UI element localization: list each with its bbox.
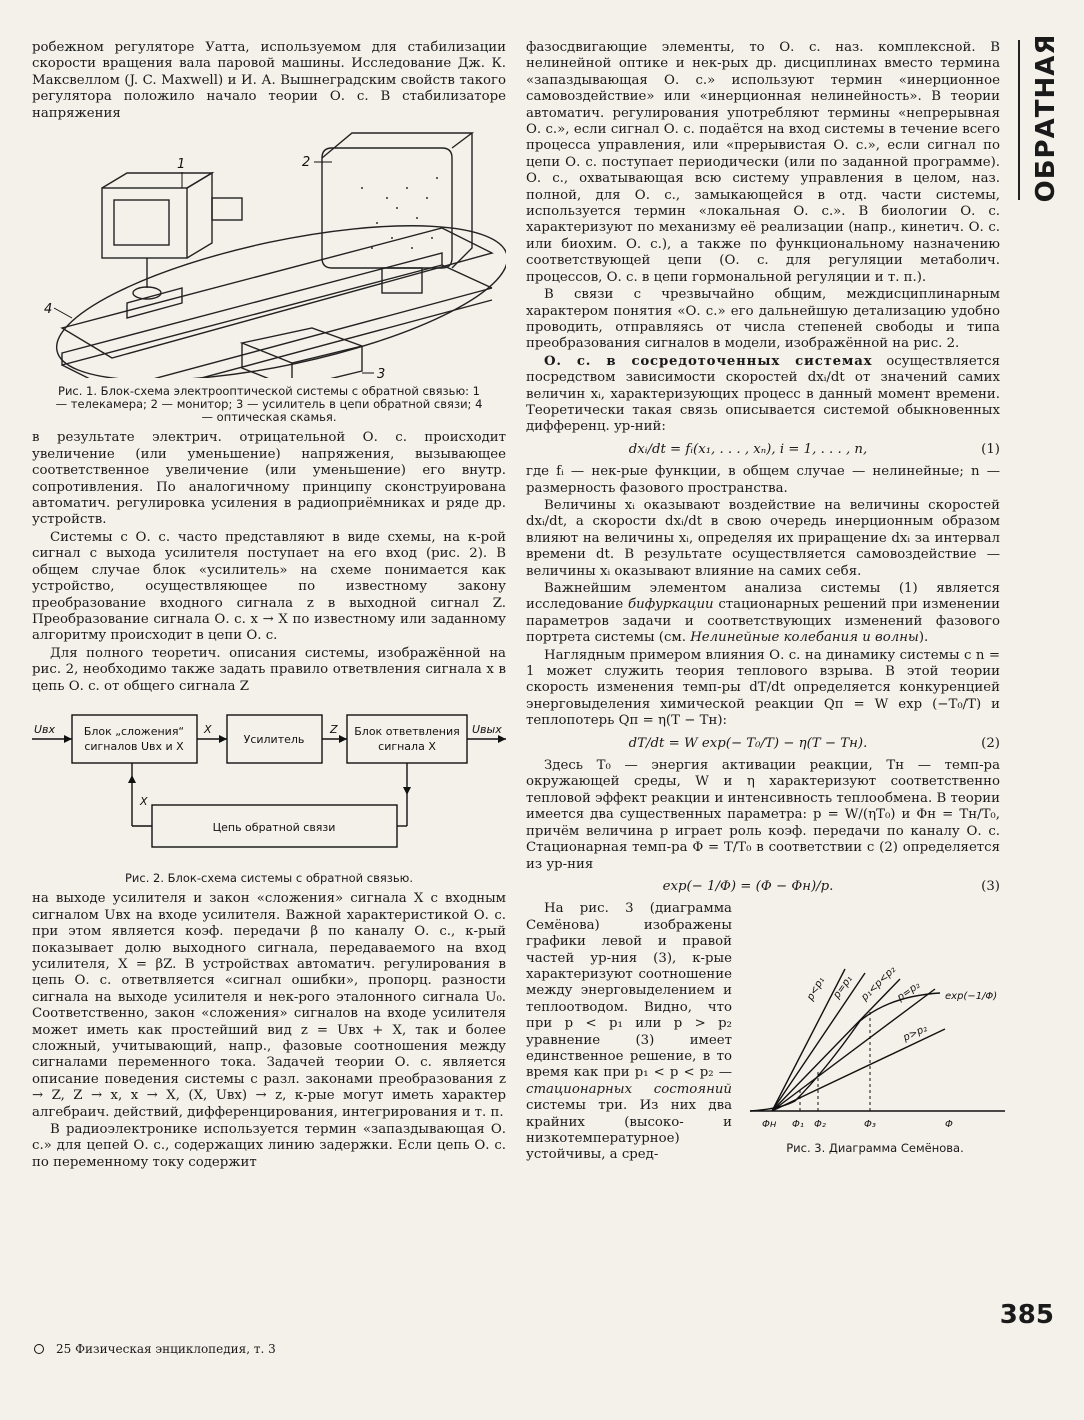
equation-2-number: (2) bbox=[981, 735, 1000, 751]
block-amplifier-label: Усилитель bbox=[243, 732, 305, 746]
paragraph: робежном регуляторе Уатта, используемом для стабилизации скорости вращения вала паровой машины. Исследование Дж. К. Максвеллом (J. C. Maxwell) и И. А. Вышнеградским свойств такого регулятора положило начало теории О. с. В стабилизаторе напряжения bbox=[32, 40, 506, 121]
equation-3 bbox=[526, 879, 1000, 895]
paragraph: В связи с чрезвычайно общим, междисциплинарным характером понятия «О. с.» его дальнейшую детализацию удобно проводить, отправляясь от числа степеней свободы и типа преобразования сигналов в модели, изображённой на рис. 2. bbox=[526, 287, 1000, 352]
page-number: 385 bbox=[999, 1300, 1054, 1330]
paragraph: в результате электрич. отрицательной О. с. происходит увеличение (или уменьшение) напряжения, вызывающее соответственное увеличение (или уменьшение) его внутр. сопротивления. По аналогичному принципу сконструирована автоматич. регулировка усиления в радиоприёмниках и ряде др. устройств. bbox=[32, 430, 506, 528]
curve-label: exp(−1/Φ) bbox=[945, 991, 998, 1003]
line-p-eq-p2 bbox=[772, 989, 935, 1111]
line-label: p=p₁ bbox=[831, 974, 855, 1002]
figure-2 bbox=[32, 705, 506, 885]
paragraph bbox=[526, 354, 1000, 436]
equation-2-body: dT/dt = W exp(− T₀/T) − η(T − Tн). bbox=[628, 735, 868, 751]
signal-x-forward: X bbox=[204, 722, 212, 736]
cross-reference: Нелинейные колебания и волны bbox=[690, 630, 919, 646]
paragraph: В радиоэлектронике используется термин «запаздывающая О. с.» для цепей О. с., содержащих линию задержки. Если цепь О. с. по переменному току содержит bbox=[32, 1122, 506, 1170]
running-header bbox=[1026, 33, 1066, 203]
block-sum bbox=[72, 715, 197, 763]
paragraph: фазосдвигающие элементы, то О. с. наз. комплексной. В нелинейной оптике и нек-рых др. дисциплинах вместо термина «запаздывающая О. с.» используют термин «инерционное самовоздействие» или «инерционная нелинейность». В теории автоматич. регулирования употребляют термины «непрерывная О. с.», если сигнал О. с. подаётся на вход системы в течение всего процесса управления, или «прерывистая О. с.», если сигнал по цепи О. с. поступает периодически (или по заданной программе). О. с., охватывающая всю систему управления в целом, наз. полной, для О. с., замыкающейся в отд. части системы, используется термин «локальная О. с.». В биологии О. с. характеризуют по механизму её реализации (напр., кинетич. О. с. или биохим. О. с.), а также по функциональному назначению соответствующей цепи (О. с. для регуляции метаболич. процессов, О. с. в цепи гормональной регуляции и т. п.). bbox=[526, 40, 1000, 285]
paragraph-text: осуществляется посредством зависимости скоростей dxᵢ/dt от значений самих величин xᵢ, характеризующих процесс в данный момент времени. Теоретически такая связь описывается системой обыкновенных дифференц. ур-ний: bbox=[526, 353, 1000, 435]
figure-1-label-3: 3 bbox=[377, 367, 386, 379]
block-branch-label-2: сигнала X bbox=[378, 739, 436, 753]
paragraph bbox=[526, 581, 1000, 647]
paragraph-text: системы три. Из них два крайних (высоко- и низкотемпературное) устойчивы, а сред- bbox=[526, 1098, 732, 1163]
term-stationary-states: стационарных состояний bbox=[526, 1081, 732, 1097]
block-branch-label-1: Блок ответвления bbox=[354, 724, 460, 738]
header-rule bbox=[1018, 40, 1020, 200]
figure-2-drawing bbox=[32, 705, 506, 865]
paragraph-text: ). bbox=[918, 630, 929, 646]
line-label: p>p₂ bbox=[901, 1023, 930, 1045]
running-header-text: ОБРАТНАЯ bbox=[1031, 33, 1061, 203]
paragraph-text: Важнейшим элементом анализа системы (1) является исследование bbox=[526, 581, 1000, 613]
page-footer bbox=[34, 1342, 276, 1356]
footer-text: 25 Физическая энциклопедия, т. 3 bbox=[56, 1342, 276, 1356]
equation-1-body: dxᵢ/dt = fᵢ(x₁, . . . , xₙ), i = 1, . . . , n, bbox=[628, 441, 868, 457]
paragraph-text: На рис. 3 (диаграмма Семёнова) изображены графики левой и правой частей ур-ния (3), к-рые характеризуют соотношение между энерговыделением и теплоотводом. Видно, что при p < p₁ или p > p₂ уравнение (3) имеет единственное решение, в то время как при p₁ < p < p₂ — bbox=[526, 901, 732, 1081]
block-sum-label-2: сигналов Uвх и X bbox=[84, 739, 184, 753]
figure-2-caption: Рис. 2. Блок-схема системы с обратной связью. bbox=[124, 871, 413, 886]
paragraph: Наглядным примером влияния О. с. на динамику системы с n = 1 может служить теория теплового взрыва. В этой теории скорость изменения темп-ры dT/dt определяется конкуренцией энерговыделения химической реакции Qп = W exp (−T₀/T) и теплопотерь Qп = η(T − Tн): bbox=[526, 647, 1000, 729]
figure-1-label-1: 1 bbox=[177, 157, 186, 173]
equation-3-body: exp(− 1/Φ) = (Φ − Φн)/p. bbox=[662, 878, 834, 894]
x-tick: Φ₃ bbox=[864, 1119, 876, 1131]
figure-1-label-2: 2 bbox=[302, 155, 311, 171]
paragraph: Системы с О. с. часто представляют в виде схемы, на к-рой сигнал с выхода усилителя поступает на его вход (рис. 2). В общем случае блок «усилитель» на схеме понимается как устройство, осуществляющее по известному закону преобразование входного сигнала z в выходной сигнал Z. Преобразование сигнала О. с. x → X по известному или заданному алгоритму происходит в цепи О. с. bbox=[32, 529, 506, 644]
paragraph: Для полного теоретич. описания системы, изображённой на рис. 2, необходимо также задать правило ответвления сигнала x в цепь О. с. от общего сигнала Z bbox=[32, 645, 506, 694]
exp-curve bbox=[750, 993, 940, 1111]
figure-1-drawing bbox=[32, 128, 506, 378]
block-feedback-label: Цепь обратной связи bbox=[212, 820, 336, 834]
line-label: p₁<p<p₂ bbox=[859, 964, 899, 1004]
figure-3-caption: Рис. 3. Диаграмма Семёнова. bbox=[786, 1140, 964, 1155]
line-label: p<p₁ bbox=[805, 975, 828, 1003]
equation-1-number: (1) bbox=[981, 441, 1000, 457]
equation-2 bbox=[526, 736, 1000, 752]
x-tick: Φ₂ bbox=[814, 1119, 826, 1131]
section-heading: О. с. в сосредоточенных системах bbox=[544, 353, 873, 369]
equation-3-number: (3) bbox=[981, 878, 1000, 894]
paragraph: Здесь T₀ — энергия активации реакции, Tн — темп-ра окружающей среды, W и η характеризуют соответственно тепловой эффект реакции и интенсивность теплообмена. В теории имеется два существенных параметра: p = W/(ηT₀) и Φн = Tн/T₀, причём величина p играет роль коэф. передачи по каналу О. с. Стационарная темп-ра Φ = T/T₀ в соответствии с (2) определяется из ур-ния bbox=[526, 758, 1000, 872]
x-tick: Φн bbox=[762, 1119, 777, 1131]
paragraph-text: стационарных решений при изменении параметров задачи и соответствующих изменений фазового портрета системы (см. bbox=[526, 597, 1001, 646]
signal-x-feedback: X bbox=[140, 794, 148, 808]
figure-1 bbox=[32, 128, 506, 424]
figure-1-caption: Рис. 1. Блок-схема электрооптической системы с обратной связью: 1 — телекамера; 2 — монитор; 3 — усилитель в цепи обратной связи; 4 — оптическая скамья. bbox=[55, 384, 483, 425]
paragraph: на выходе усилителя и закон «сложения» сигнала X с входным сигналом Uвх на входе усилителя. Важной характеристикой О. с. при этом является коэф. передачи β по каналу О. с., к-рый показывает долю выходного сигнала, передаваемого на вход усилителя, X = βZ. В устройствах автоматич. регулирования в цепь О. с. ответвляется «сигнал ошибки», пропорц. разности сигнала на выходе усилителя и нек-рого эталонного сигнала U₀. Соответственно, закон «сложения» сигналов на входе усилителя может иметь как простейший вид z = Uвх + X, так и более сложный, учитывающий, напр., фазовые соотношения между сигналами переменного тока. Задачей теории О. с. является описание поведения системы с разл. законами преобразования z → Z, Z → x, x → X, (X, Uвх) → z, к-рые могут иметь характер алгебраич. действий, дифференцирования, интегрирования и т. п. bbox=[32, 891, 506, 1120]
signal-z: Z bbox=[330, 722, 338, 736]
x-tick: Φ bbox=[945, 1119, 953, 1131]
footer-circle-icon bbox=[34, 1344, 44, 1354]
paragraph: где fᵢ — нек-рые функции, в общем случае — нелинейные; n — размерность фазового пространства. bbox=[526, 464, 1000, 496]
figure-3 bbox=[740, 961, 1010, 1154]
signal-u-out: Uвых bbox=[472, 722, 502, 736]
line-p-gt-p2 bbox=[772, 1029, 945, 1111]
figure-3-drawing bbox=[740, 961, 1010, 1136]
left-column bbox=[32, 40, 506, 1171]
figure-1-label-4: 4 bbox=[44, 302, 53, 318]
x-tick: Φ₁ bbox=[792, 1119, 804, 1131]
term-bifurcation: бифуркации bbox=[628, 597, 714, 613]
equation-1 bbox=[526, 442, 1000, 458]
line-label: p=p₂ bbox=[895, 980, 923, 1004]
signal-u-in: Uвх bbox=[34, 722, 56, 736]
block-sum-label-1: Блок „сложения“ bbox=[83, 724, 185, 738]
paragraph: Величины xᵢ оказывают воздействие на величины скоростей dxᵢ/dt, а скорости dxᵢ/dt в свою очередь инерционным образом влияют на величины xᵢ, определяя их приращение dxᵢ за интервал времени dt. В результате осуществляется самовоздействие — величины xᵢ оказывают влияние на самих себя. bbox=[526, 497, 1000, 579]
right-column bbox=[526, 40, 1000, 1164]
block-branch bbox=[347, 715, 467, 763]
